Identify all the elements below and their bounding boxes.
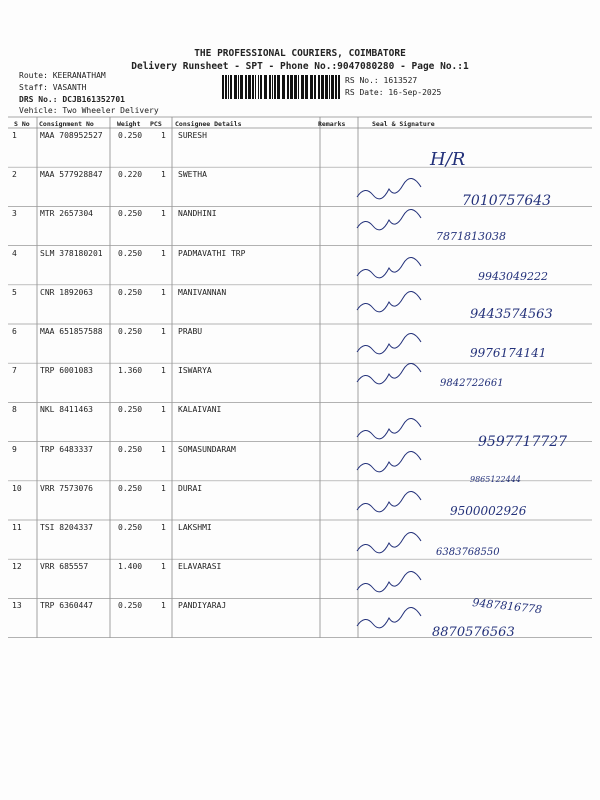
- row-sno: 6: [12, 327, 17, 336]
- row-pcs: 1: [161, 483, 166, 493]
- vehicle-label: Vehicle: Two Wheeler Delivery: [19, 106, 159, 115]
- row-sno: 11: [12, 523, 22, 532]
- row-consignment-no: MAA 708952527: [40, 131, 103, 140]
- row-consignment-no: MAA 577928847: [40, 170, 103, 180]
- row-consignment-no: SLM 378180201: [40, 248, 103, 258]
- col-header-consignment: Consignment No: [39, 120, 94, 128]
- row-pcs: 1: [161, 248, 166, 258]
- row-weight: 1.360: [118, 366, 143, 376]
- row-weight: 0.220: [118, 170, 143, 180]
- company-title: THE PROFESSIONAL COURIERS, COIMBATORE: [194, 48, 406, 59]
- signature-scribble: [357, 178, 421, 198]
- handwritten-number: 9842722661: [440, 378, 504, 389]
- row-pcs: 1: [161, 209, 166, 219]
- handwritten-number: 7010757643: [462, 193, 552, 209]
- row-consignee-name: LAKSHMI: [178, 523, 212, 532]
- signature-scribble: [357, 451, 421, 471]
- row-weight: 0.250: [118, 209, 143, 219]
- row-consignee-name: KALAIVANI: [178, 405, 222, 415]
- row-weight: 0.250: [118, 444, 143, 454]
- signature-scribble: [357, 491, 421, 511]
- rs-date: RS Date: 16-Sep-2025: [345, 88, 442, 97]
- rs-number: RS No.: 1613527: [345, 76, 418, 85]
- handwritten-number: 9443574563: [470, 307, 553, 322]
- col-header-pcs: PCS: [150, 120, 162, 128]
- row-pcs: 1: [161, 562, 166, 572]
- row-sno: 7: [12, 366, 17, 376]
- signature-scribble: [357, 257, 421, 277]
- row-consignee-name: MANIVANNAN: [178, 287, 227, 297]
- row-pcs: 1: [161, 131, 166, 140]
- col-header-remarks: Remarks: [318, 120, 346, 128]
- row-weight: 0.250: [118, 287, 143, 297]
- row-consignee-name: NANDHINI: [178, 209, 217, 219]
- row-consignee-name: ISWARYA: [178, 366, 212, 376]
- row-weight: 0.250: [118, 405, 143, 415]
- row-consignment-no: CNR 1892063: [40, 287, 93, 297]
- row-consignee-name: PRABU: [178, 327, 203, 336]
- handwritten-number: H/R: [430, 149, 466, 170]
- row-consignment-no: TRP 6483337: [40, 444, 93, 454]
- row-pcs: 1: [161, 444, 166, 454]
- row-sno: 1: [12, 131, 17, 140]
- row-consignment-no: TSI 8204337: [40, 523, 93, 532]
- col-header-weight: Weight: [117, 120, 141, 128]
- row-sno: 10: [12, 483, 22, 493]
- row-sno: 4: [12, 248, 17, 258]
- runsheet-subtitle: Delivery Runsheet - SPT - Phone No.:9047080280 - Page No.:1: [131, 61, 469, 72]
- row-consignment-no: TRP 6360447: [40, 601, 93, 611]
- row-sno: 3: [12, 209, 17, 219]
- drs-number: DRS No.: DCJB161352701: [19, 95, 125, 104]
- handwritten-number: 9943049222: [478, 270, 548, 283]
- col-header-seal: Seal & Signature: [372, 120, 435, 128]
- handwritten-signatures: [345, 0, 600, 800]
- signature-scribble: [357, 363, 421, 383]
- handwritten-number: 9487816778: [471, 596, 543, 617]
- signature-scribble: [357, 418, 421, 438]
- row-sno: 12: [12, 562, 22, 572]
- row-sno: 13: [12, 601, 22, 611]
- handwritten-number: 6383768550: [436, 547, 500, 558]
- row-pcs: 1: [161, 366, 166, 376]
- handwritten-number: 9865122444: [470, 475, 521, 484]
- row-consignee-name: PADMAVATHI TRP: [178, 248, 246, 258]
- row-consignee-name: SURESH: [178, 131, 207, 140]
- row-weight: 0.250: [118, 601, 143, 611]
- row-consignee-name: SWETHA: [178, 170, 207, 180]
- staff-label: Staff: VASANTH: [19, 83, 87, 92]
- row-consignee-name: SOMASUNDARAM: [178, 444, 236, 454]
- row-weight: 0.250: [118, 248, 143, 258]
- row-weight: 0.250: [118, 327, 143, 336]
- row-consignment-no: VRR 7573076: [40, 483, 93, 493]
- row-consignment-no: NKL 8411463: [40, 405, 93, 415]
- handwritten-number: 9500002926: [450, 504, 527, 518]
- row-consignment-no: MAA 651857588: [40, 327, 103, 336]
- handwritten-number: 9597717727: [478, 434, 568, 450]
- row-consignee-name: ELAVARASI: [178, 562, 222, 572]
- row-sno: 8: [12, 405, 17, 415]
- row-pcs: 1: [161, 327, 166, 336]
- row-pcs: 1: [161, 287, 166, 297]
- route-label: Route: KEERANATHAM: [19, 71, 106, 80]
- row-weight: 0.250: [118, 131, 143, 140]
- signature-scribble: [357, 571, 421, 591]
- row-pcs: 1: [161, 170, 166, 180]
- col-header-consignee: Consignee Details: [175, 120, 242, 128]
- row-consignee-name: DURAI: [178, 483, 203, 493]
- row-sno: 5: [12, 287, 17, 297]
- row-sno: 9: [12, 444, 17, 454]
- handwritten-number: 8870576563: [432, 625, 515, 640]
- signature-scribble: [357, 532, 421, 552]
- row-consignment-no: VRR 685557: [40, 562, 89, 572]
- signature-scribble: [357, 291, 421, 311]
- row-consignment-no: TRP 6001083: [40, 366, 93, 376]
- row-weight: 0.250: [118, 523, 143, 532]
- signature-scribble: [357, 333, 421, 353]
- row-pcs: 1: [161, 405, 166, 415]
- signature-scribble: [357, 607, 421, 627]
- col-header-sno: S No: [14, 120, 30, 128]
- handwritten-number: 9976174141: [470, 346, 547, 360]
- row-weight: 0.250: [118, 483, 143, 493]
- row-pcs: 1: [161, 601, 166, 611]
- row-sno: 2: [12, 170, 17, 180]
- row-weight: 1.400: [118, 562, 143, 572]
- signature-scribble: [357, 209, 421, 229]
- row-pcs: 1: [161, 523, 166, 532]
- row-consignee-name: PANDIYARAJ: [178, 601, 227, 611]
- row-consignment-no: MTR 2657304: [40, 209, 93, 219]
- handwritten-number: 7871813038: [436, 230, 506, 243]
